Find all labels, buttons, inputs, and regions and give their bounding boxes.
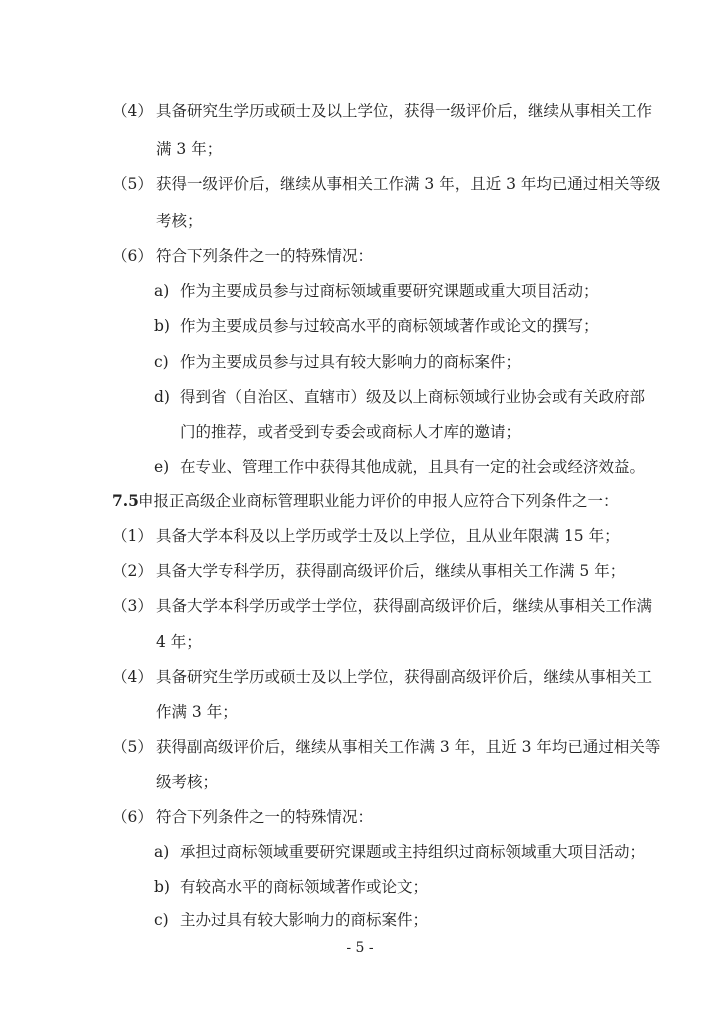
item-text: 符合下列条件之一的特殊情况：: [156, 808, 374, 826]
sub-item-marker: a): [154, 843, 170, 861]
item-text: 作满 3 年；: [156, 703, 238, 721]
sub-item-text: 作为主要成员参与过商标领域重要研究课题或重大项目活动；: [180, 282, 599, 300]
sub-item-text: 在专业、管理工作中获得其他成就，且具有一定的社会或经济效益。: [180, 458, 646, 476]
item-text: 获得副高级评价后，继续从事相关工作满 3 年，且近 3 年均已通过相关等: [156, 738, 661, 756]
sub-item-text: 作为主要成员参与过具有较大影响力的商标案件；: [180, 353, 522, 371]
item-text: 获得一级评价后，继续从事相关工作满 3 年，且近 3 年均已通过相关等级: [156, 175, 661, 193]
item-text: 具备大学本科学历或学士学位，获得副高级评价后，继续从事相关工作满: [156, 597, 653, 615]
section-number: 7.5: [112, 491, 139, 510]
item-marker: （6）: [112, 808, 153, 826]
sub-item-text: 作为主要成员参与过较高水平的商标领域著作或论文的撰写；: [180, 317, 599, 335]
item-text: 具备研究生学历或硕士及以上学位，获得一级评价后，继续从事相关工作: [156, 102, 653, 120]
item-marker: （5）: [112, 738, 153, 756]
sub-item-marker: a): [154, 282, 170, 300]
sub-item-text: 得到省（自治区、直辖市）级及以上商标领域行业协会或有关政府部: [180, 388, 646, 406]
item-text: 满 3 年；: [156, 140, 223, 158]
item-marker: （2）: [112, 562, 153, 580]
sub-item-text: 承担过商标领域重要研究课题或主持组织过商标领域重大项目活动；: [180, 843, 646, 861]
item-text: 符合下列条件之一的特殊情况：: [156, 247, 374, 265]
sub-item-text: 有较高水平的商标领域著作或论文；: [180, 878, 429, 896]
item-marker: （3）: [112, 597, 153, 615]
sub-item-marker: c): [154, 353, 169, 371]
section-text: 申报正高级企业商标管理职业能力评价的申报人应符合下列条件之一：: [138, 492, 619, 510]
sub-item-marker: b): [154, 878, 170, 896]
item-marker: （1）: [112, 527, 153, 545]
sub-item-marker: d): [154, 388, 170, 406]
sub-item-marker: b): [154, 317, 170, 335]
item-text: 级考核；: [156, 773, 219, 791]
sub-item-text: 主办过具有较大影响力的商标案件；: [180, 911, 429, 929]
page-number: - 5 -: [346, 940, 374, 956]
item-text: 4 年；: [156, 633, 202, 651]
item-text: 考核；: [156, 212, 203, 230]
sub-item-marker: e): [154, 458, 170, 476]
sub-item-marker: c): [154, 911, 169, 929]
item-text: 具备研究生学历或硕士及以上学位，获得副高级评价后，继续从事相关工: [156, 668, 653, 686]
item-text: 具备大学专科学历，获得副高级评价后，继续从事相关工作满 5 年；: [156, 562, 626, 580]
item-marker: （4）: [112, 668, 153, 686]
sub-item-text: 门的推荐，或者受到专委会或商标人才库的邀请；: [180, 423, 522, 441]
item-marker: （5）: [112, 175, 153, 193]
item-marker: （4）: [112, 102, 153, 120]
item-text: 具备大学本科及以上学历或学士及以上学位，且从业年限满 15 年；: [156, 527, 620, 545]
item-marker: （6）: [112, 247, 153, 265]
